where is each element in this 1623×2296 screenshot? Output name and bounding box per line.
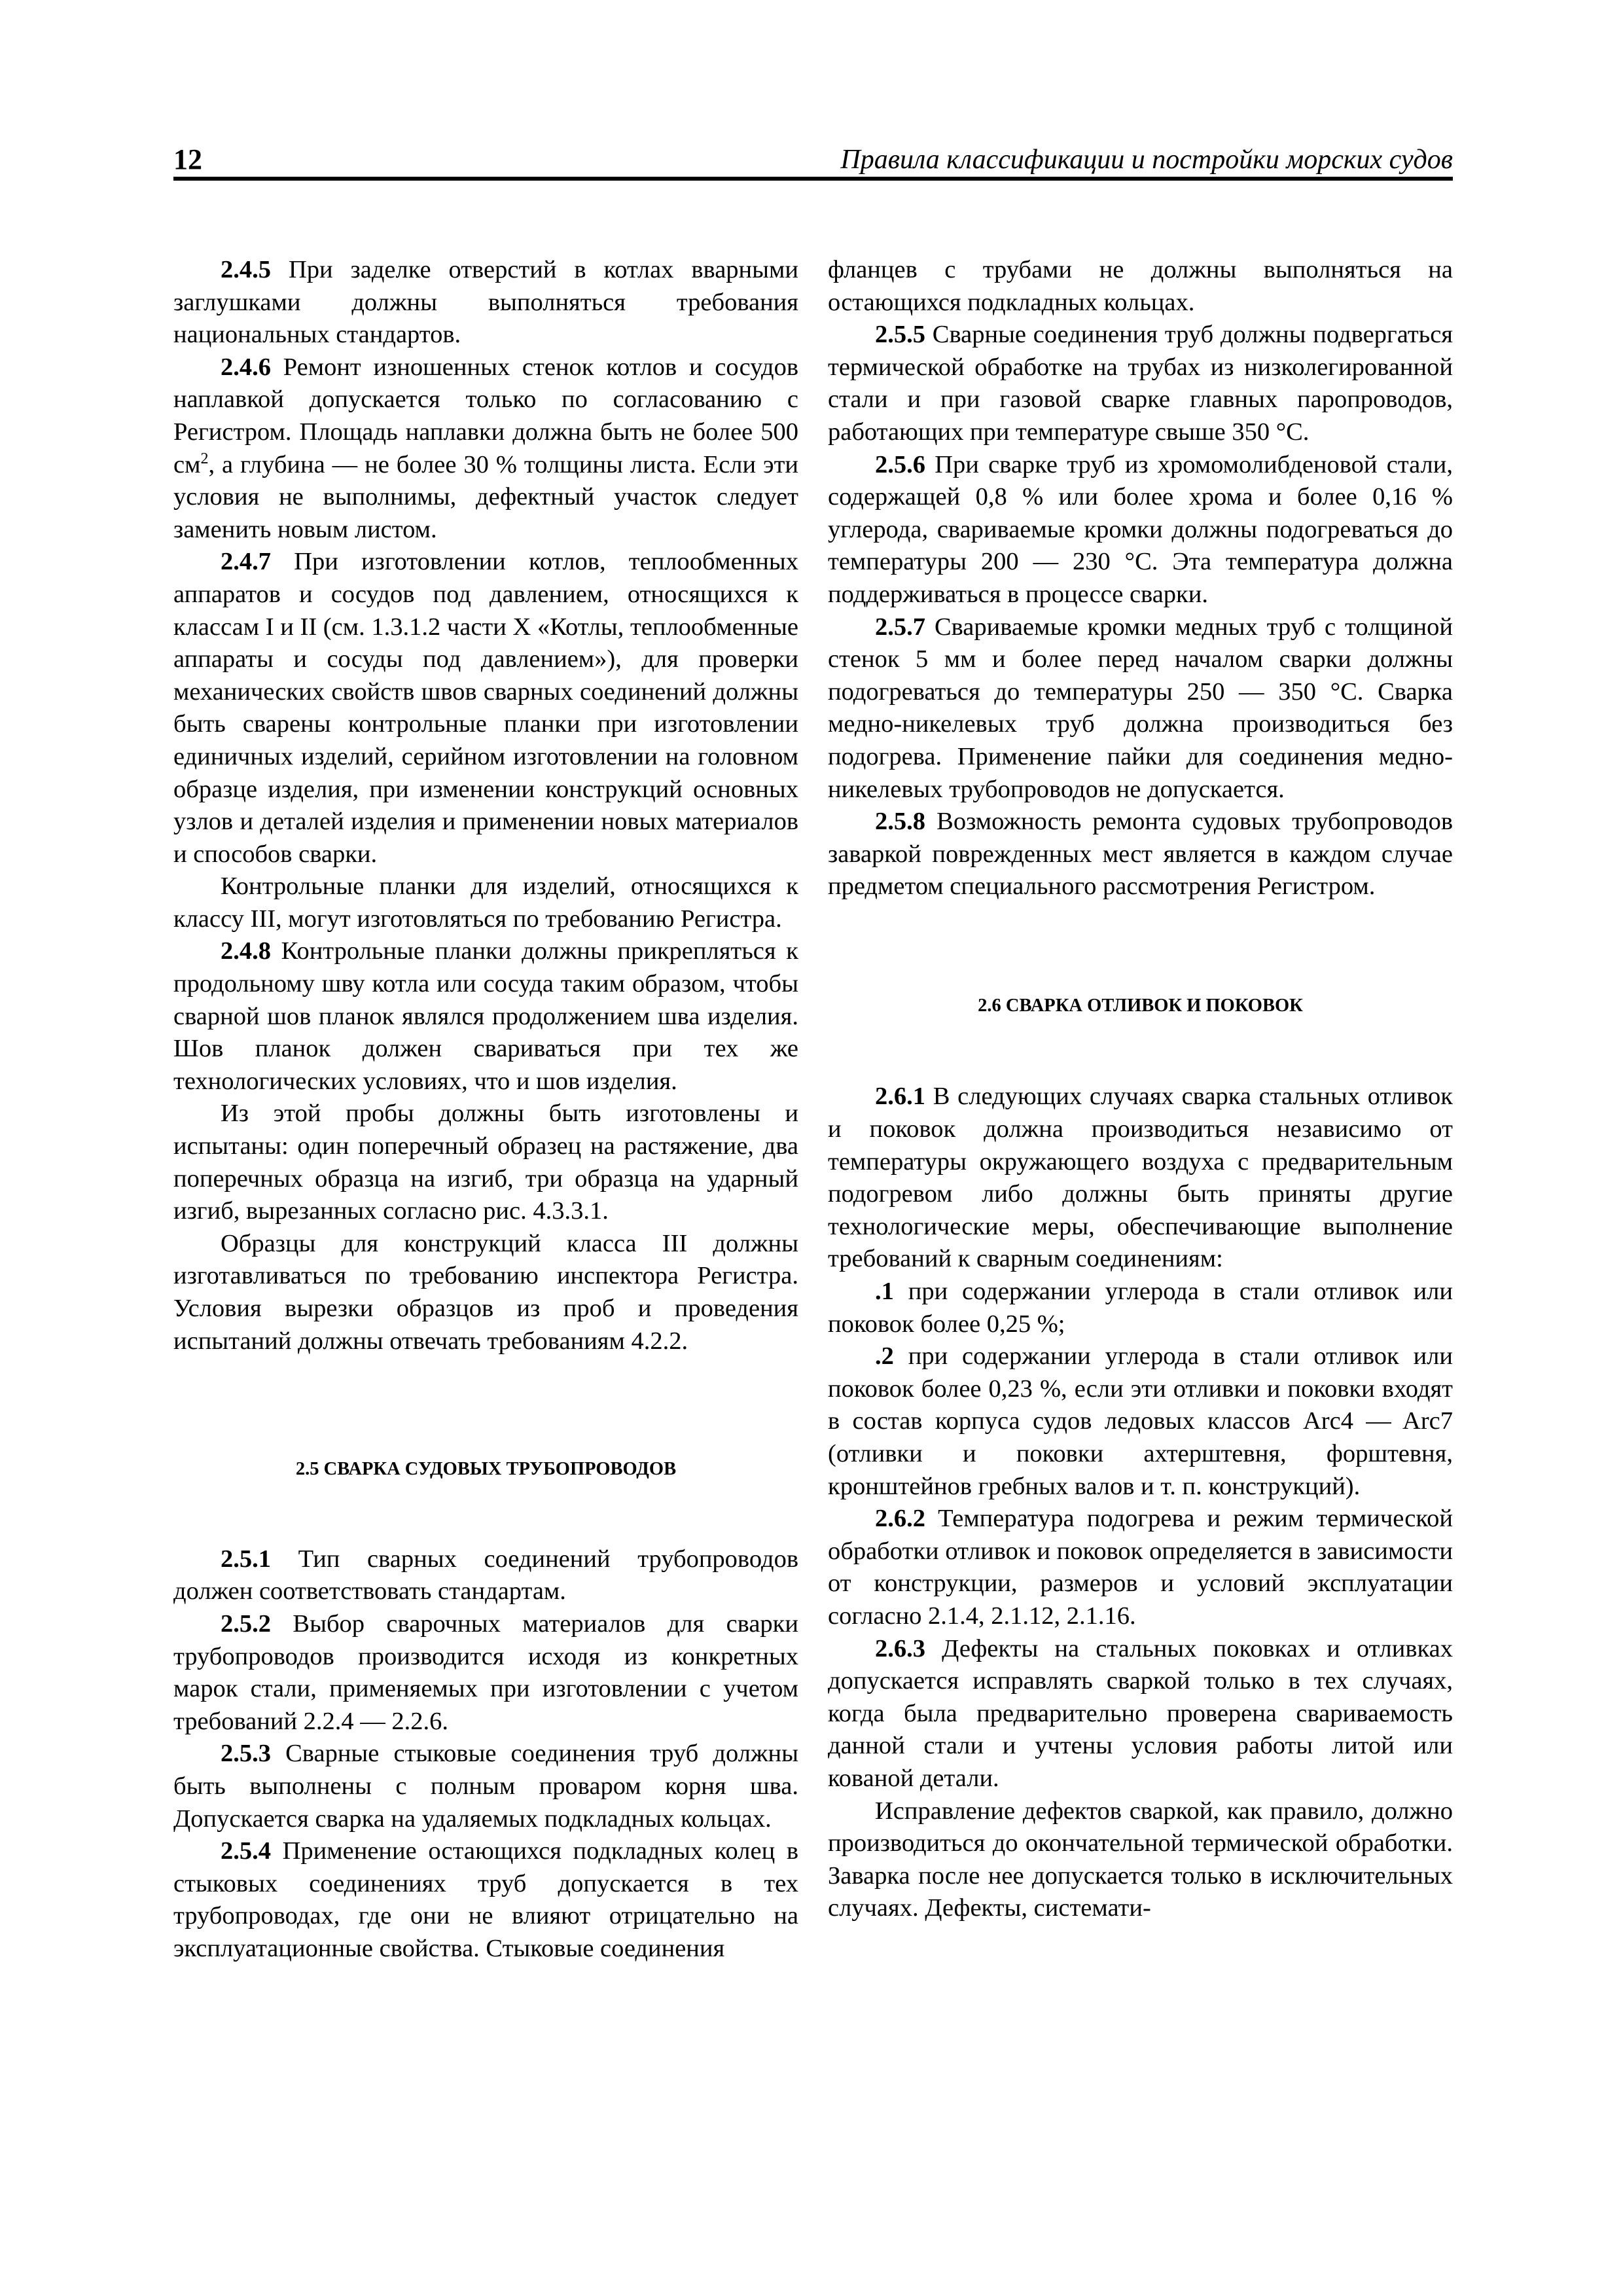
header-rule (173, 177, 1453, 181)
paragraph-2-4-6: 2.4.6 Ремонт изношенных стенок котлов и сосудов наплавкой допускается только по согласованию с Регистром. Площадь наплавки должна быть не более 500 $см^2$, а глубина — не более 30 % толщины листа. Если эти условия не выполнимы, дефектный участок следует заменить новым листом. (173, 353, 798, 543)
section-heading-2-6: 2.6 СВАРКА ОТЛИВОК И ПОКОВОК (978, 995, 1303, 1016)
left-column (173, 254, 798, 1965)
paragraph-2-4-8: 2.4.8 Контрольные планки должны прикрепляться к продольному шву котла или сосуда таким образом, чтобы сварной шов планок являлся продолжением шва изделия. Шов планок должен свариваться при тех же технологических условиях, что и шов изделия. (173, 937, 798, 1095)
paragraph-2-6-2: 2.6.2 Температура подогрева и режим термической обработки отливок и поковок определяется в зависимости от конструкции, размеров и условий эксплуатации согласно 2.1.4, 2.1.12, 2.1.16. (828, 1505, 1453, 1630)
list-item-2: .2 при содержании углерода в стали отливок или поковок более 0,23 %, если эти отливки и поковки входят в состав корпуса судов ледовых классов Arc4 — Arc7 (отливки и поковки ахтерштевня, форштевня, кронштейнов гребных валов и т. п. конструкций). (828, 1342, 1453, 1500)
page-number: 12 (173, 143, 202, 175)
paragraph-2-4-7-class-iii: Контрольные планки для изделий, относящихся к классу III, могут изготовляться по требованию Регистра. (173, 872, 798, 933)
paragraph-2-5-5: 2.5.5 Сварные соединения труб должны подвергаться термической обработке на трубах из низколегированной стали и при газовой сварке главных паропроводов, работающих при температуре свыше 350 °С. (828, 321, 1453, 446)
paragraph-2-4-8-samples: Из этой пробы должны быть изготовлены и испытаны: один поперечный образец на растяжение, два поперечных образца на изгиб, три образца на ударный изгиб, вырезанных согласно рис. 4.3.3.1. (173, 1100, 798, 1225)
list-item-1: .1 при содержании углерода в стали отливок или поковок более 0,25 %; (828, 1278, 1453, 1338)
paragraph-2-6-3: 2.6.3 Дефекты на стальных поковках и отливках допускается исправлять сваркой только в тех случаях, когда была предварительно проверена свариваемость данной стали и учтены условия работы литой или кованой детали. (828, 1634, 1453, 1792)
paragraph-2-5-2: 2.5.2 Выбор сварочных материалов для сварки трубопроводов производится исходя из конкретных марок стали, применяемых при изготовлении с учетом требований 2.2.4 — 2.2.6. (173, 1609, 798, 1735)
paragraph-2-4-7: 2.4.7 При изготовлении котлов, теплообменных аппаратов и сосудов под давлением, относящихся к классам I и II (см. 1.3.1.2 части X «Котлы, теплообменные аппараты и сосуды под давлением»), для проверки механических свойств швов сварных соединений должны быть сварены контрольные планки при изготовлении единичных изделий, серийном изготовлении на головном образце изделия, при изменении конструкций основных узлов и деталей изделия и применении новых материалов и способов сварки. (173, 548, 798, 868)
paragraph-2-5-1: 2.5.1 Тип сварных соединений трубопроводов должен соответствовать стандартам. (173, 1545, 798, 1605)
paragraph-2-5-4-continued: фланцев с трубами не должны выполняться на остающихся подкладных кольцах. (828, 256, 1453, 316)
paragraph-2-4-8-class-iii: Образцы для конструкций класса III должны изготавливаться по требованию инспектора Регистра. Условия вырезки образцов из проб и проведения испытаний должны отвечать требованиям 4.2.2. (173, 1229, 798, 1355)
paragraph-2-4-5: 2.4.5 При заделке отверстий в котлах вварными заглушками должны выполняться требования национальных стандартов. (173, 256, 798, 349)
paragraph-2-5-7: 2.5.7 Свариваемые кромки медных труб с толщиной стенок 5 мм и более перед началом сварки должны подогреваться до температуры 250 — 350 °С. Сварка медно-никелевых труб должна производиться без подогрева. Применение пайки для соединения медно-никелевых трубопроводов не допускается. (828, 613, 1453, 803)
section-heading-2-5: 2.5 СВАРКА СУДОВЫХ ТРУБОПРОВОДОВ (295, 1459, 677, 1480)
paragraph-2-6-3-repair: Исправление дефектов сваркой, как правило, должно производиться до окончательной термической обработки. Заварка после нее допускается только в исключительных случаях. Дефекты, системати- (828, 1797, 1453, 1922)
paragraph-2-5-8: 2.5.8 Возможность ремонта судовых трубопроводов заваркой поврежденных мест является в каждом случае предметом специального рассмотрения Регистром. (828, 808, 1453, 901)
paragraph-2-6-1: 2.6.1 В следующих случаях сварка стальных отливок и поковок должна производиться независимо от температуры окружающего воздуха с предварительным подогревом либо должны быть приняты другие технологические меры, обеспечивающие выполнение требований к сварным соединениям: (828, 1083, 1453, 1273)
paragraph-2-5-4: 2.5.4 Применение остающихся подкладных колец в стыковых соединениях труб допускается в тех трубопроводах, где они не влияют отрицательно на эксплуатационные свойства. Стыковые соединения (173, 1837, 798, 1962)
running-title: Правила классификации и постройки морских судов (840, 145, 1453, 175)
right-column (828, 254, 1453, 1925)
paragraph-2-5-6: 2.5.6 При сварке труб из хромомолибденовой стали, содержащей 0,8 % или более хрома и более 0,16 % углерода, свариваемые кромки должны подогреваться до температуры 200 — 230 °С. Эта температура должна поддерживаться в процессе сварки. (828, 450, 1453, 608)
paragraph-2-5-3: 2.5.3 Сварные стыковые соединения труб должны быть выполнены с полным проваром корня шва. Допускается сварка на удаляемых подкладных кольцах. (173, 1740, 798, 1833)
page-header (173, 143, 1453, 182)
